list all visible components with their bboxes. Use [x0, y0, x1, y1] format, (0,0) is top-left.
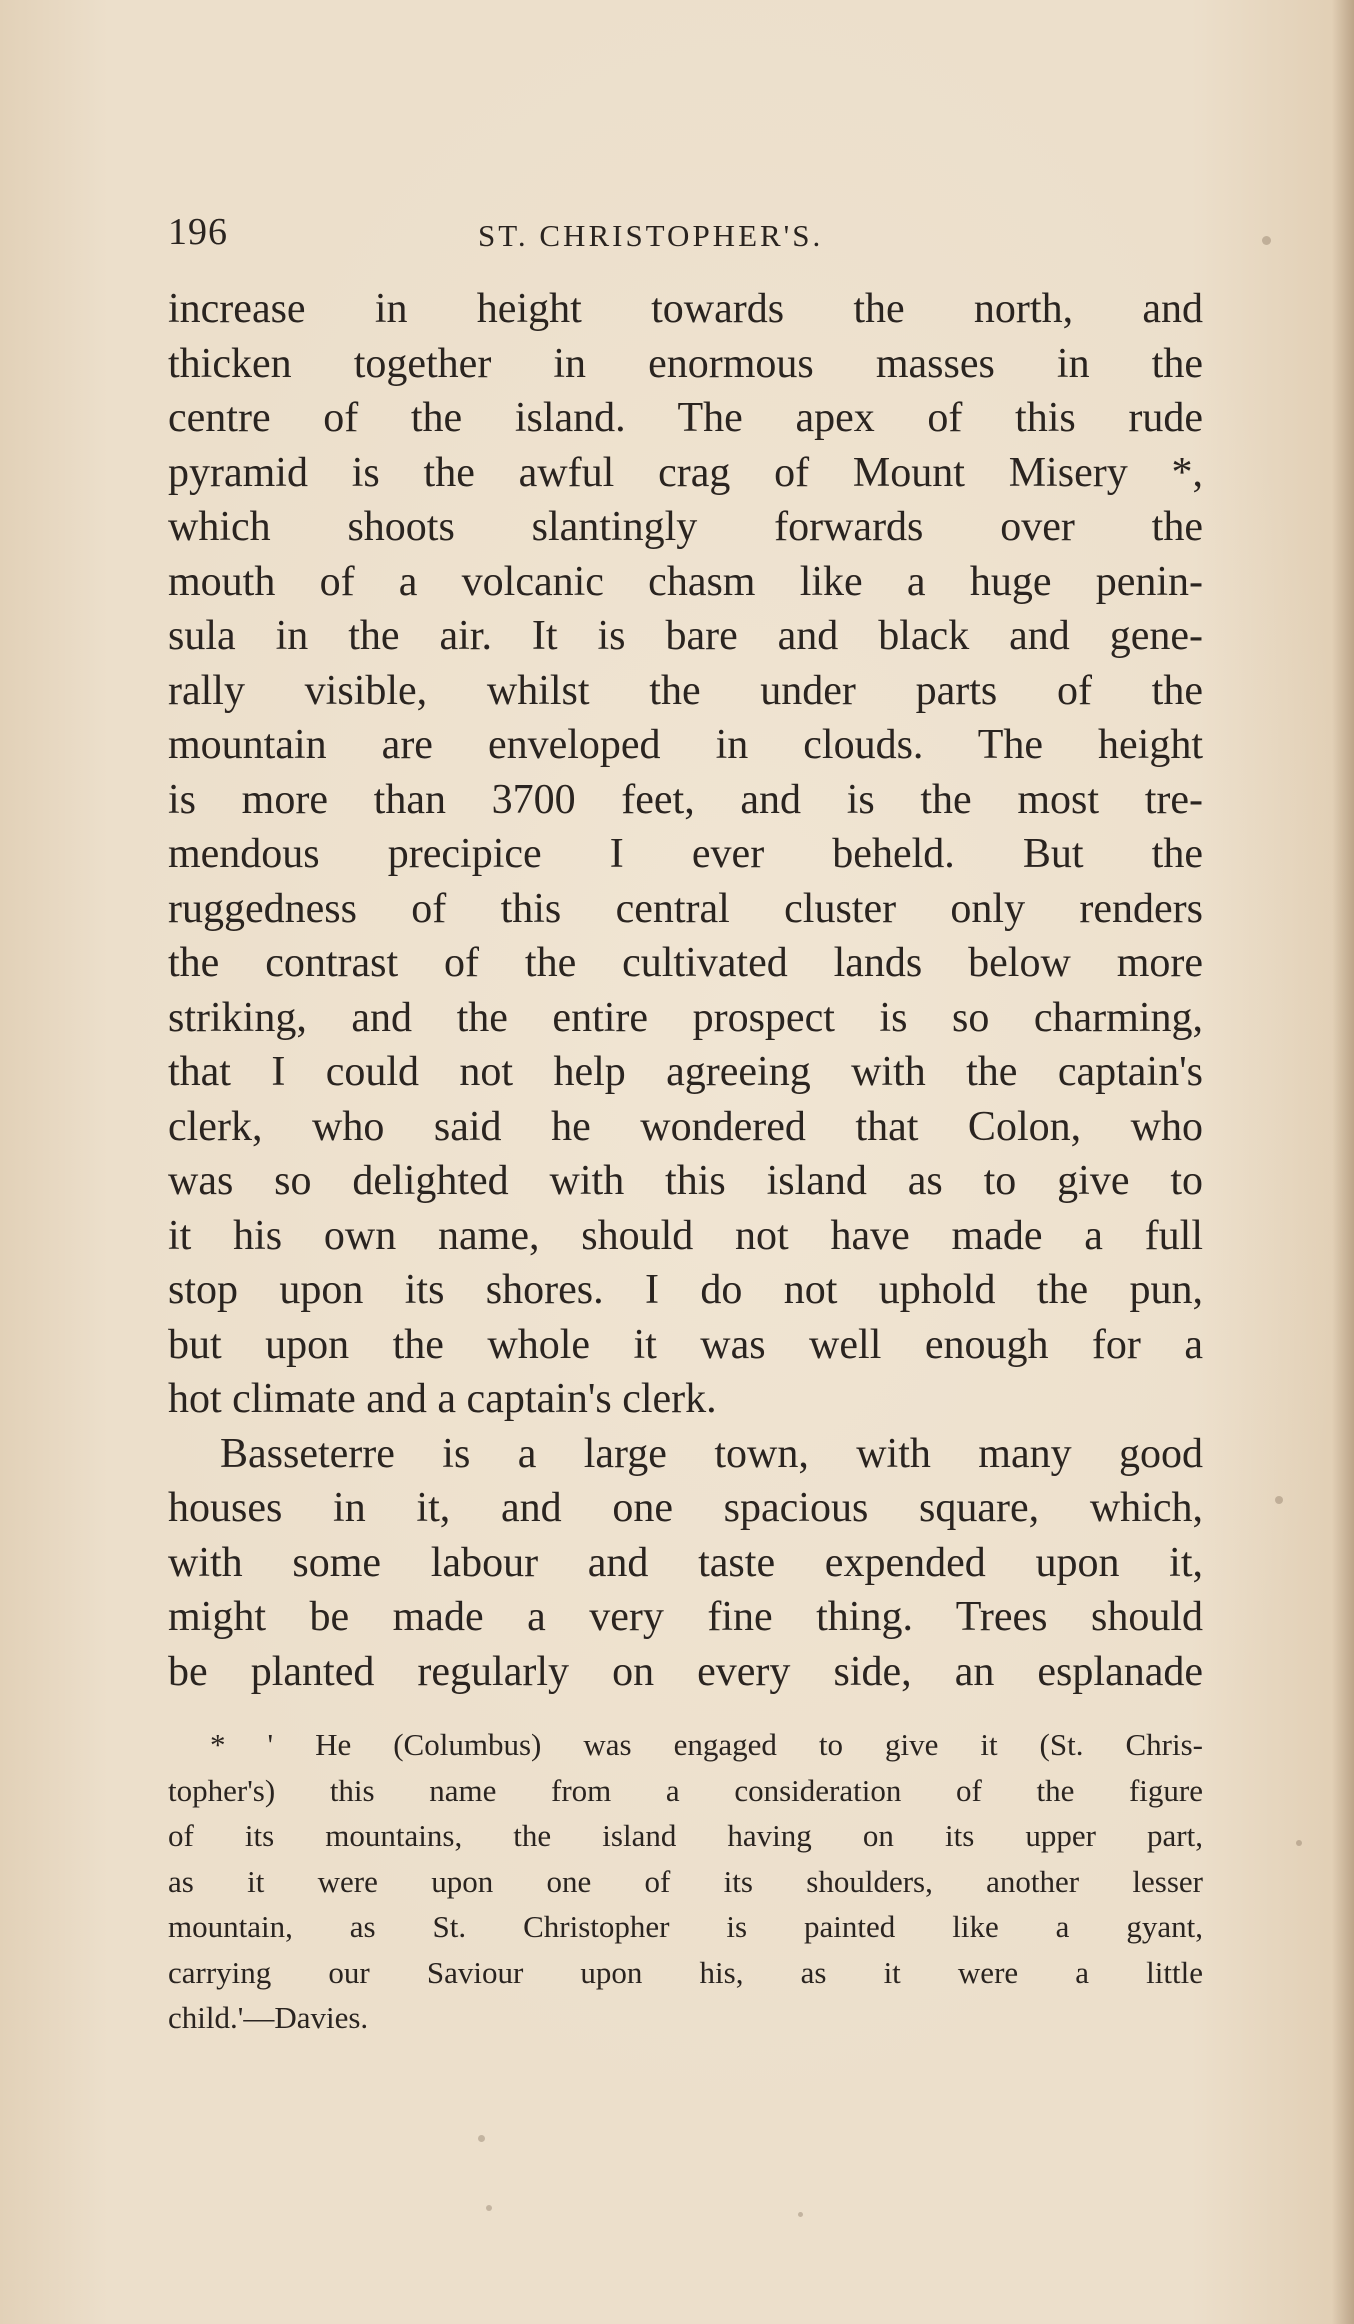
body-line: pyramid is the awful crag of Mount Misery *, — [168, 449, 1203, 496]
footnote-line: of its mountains, the island having on its upper part, — [168, 1818, 1203, 1853]
body-line: thicken together in enormous masses in the — [168, 340, 1203, 387]
body-line: mouth of a volcanic chasm like a huge penin- — [168, 558, 1203, 605]
body-line-paragraph-end: hot climate and a captain's clerk. — [168, 1376, 717, 1422]
body-line: increase in height towards the north, and — [168, 286, 1203, 332]
body-line: it his own name, should not have made a full — [168, 1212, 1203, 1259]
body-line: the contrast of the cultivated lands below more — [168, 940, 1203, 986]
footnote-line: as it were upon one of its shoulders, another lesser — [168, 1863, 1203, 1899]
body-line: is more than 3700 feet, and is the most tre- — [168, 776, 1203, 823]
page-header — [168, 210, 1203, 270]
body-text — [168, 282, 1203, 1699]
body-line: but upon the whole it was well enough for a — [168, 1321, 1203, 1368]
footnote — [168, 1722, 1203, 2041]
body-line: that I could not help agreeing with the captain's — [168, 1049, 1203, 1095]
body-line-paragraph-start: Basseterre is a large town, with many good — [220, 1430, 1203, 1477]
body-line: centre of the island. The apex of this rude — [168, 395, 1203, 441]
footnote-line: topher's) this name from a consideration of the figure — [168, 1772, 1203, 1808]
page-edge-shadow — [1332, 0, 1354, 2324]
footnote-line: carrying our Saviour upon his, as it were a little — [168, 1954, 1203, 1990]
body-line: mendous precipice I ever beheld. But the — [168, 831, 1203, 877]
body-line: which shoots slantingly forwards over the — [168, 504, 1203, 550]
body-line: be planted regularly on every side, an esplanade — [168, 1648, 1203, 1695]
footnote-line: * ' He (Columbus) was engaged to give it (St. Chris- — [210, 1727, 1203, 1762]
footnote-line: mountain, as St. Christopher is painted like a gyant, — [168, 1909, 1203, 1944]
running-head: ST. CHRISTOPHER'S. — [478, 218, 824, 253]
body-line: stop upon its shores. I do not uphold the pun, — [168, 1267, 1203, 1313]
body-line: rally visible, whilst the under parts of the — [168, 667, 1203, 714]
body-line: striking, and the entire prospect is so charming, — [168, 994, 1203, 1041]
body-line: mountain are enveloped in clouds. The height — [168, 722, 1203, 768]
body-line: might be made a very fine thing. Trees should — [168, 1594, 1203, 1640]
body-line: with some labour and taste expended upon it, — [168, 1539, 1203, 1586]
body-line: sula in the air. It is bare and black and gene- — [168, 613, 1203, 659]
body-line: houses in it, and one spacious square, which, — [168, 1485, 1203, 1531]
body-line: ruggedness of this central cluster only renders — [168, 885, 1203, 932]
page-number: 196 — [168, 211, 228, 253]
body-line: was so delighted with this island as to give to — [168, 1158, 1203, 1204]
body-line: clerk, who said he wondered that Colon, who — [168, 1103, 1203, 1150]
footnote-line-end: child.'—Davies. — [168, 2000, 369, 2035]
